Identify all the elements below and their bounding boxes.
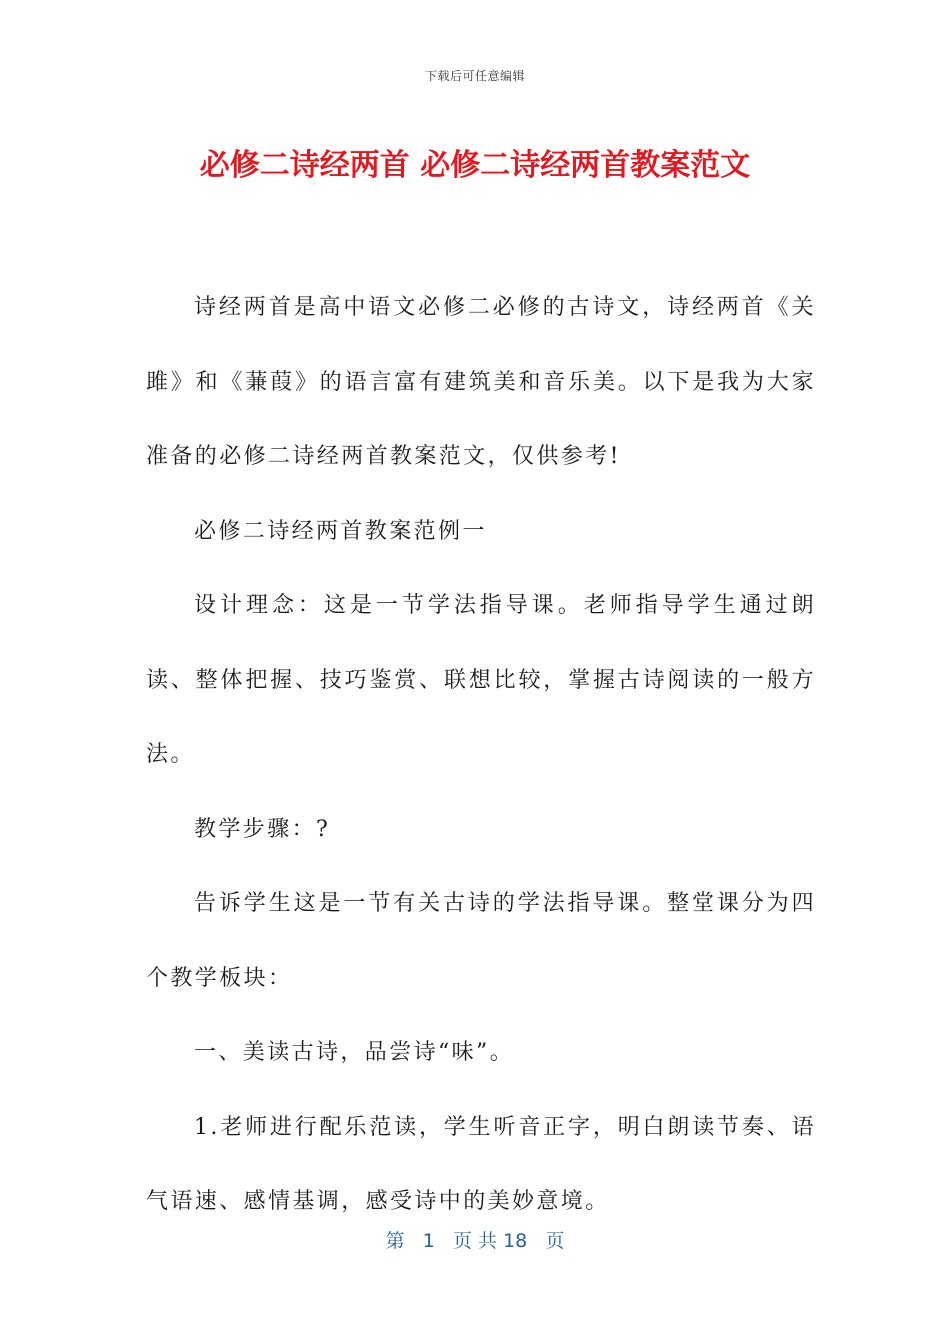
document-body — [146, 271, 816, 1240]
paragraph-step-one: 1.老师进行配乐范读，学生听音正字，明白朗读节奏、语气语速、感情基调，感受诗中的美妙意境。 — [146, 1114, 816, 1214]
paragraph-design-concept: 设计理念：这是一节学法指导课。老师指导学生通过朗读、整体把握、技巧鉴赏、联想比较，掌握古诗阅读的一般方法。 — [146, 593, 816, 767]
paragraph-intro: 诗经两首是高中语文必修二必修的古诗文，诗经两首《关雎》和《蒹葭》的语言富有建筑美和音乐美。以下是我为大家准备的必修二诗经两首教案范文，仅供参考! — [146, 295, 816, 469]
footer-current-page: 1 — [422, 1230, 435, 1252]
header-note: 下载后可任意编辑 — [424, 69, 525, 83]
footer-suffix: 页 — [545, 1230, 565, 1252]
paragraph-class-overview: 告诉学生这是一节有关古诗的学法指导课。整堂课分为四个教学板块： — [146, 891, 816, 991]
document-title: 必修二诗经两首 必修二诗经两首教案范文 — [199, 148, 751, 183]
footer-total-pages: 18 — [503, 1230, 528, 1252]
paragraph-section-one: 一、美读古诗，品尝诗“味”。 — [194, 1040, 515, 1065]
page-footer — [0, 1226, 950, 1253]
paragraph-example-heading: 必修二诗经两首教案范例一 — [194, 518, 487, 544]
footer-middle: 页 共 — [452, 1230, 498, 1252]
paragraph-teaching-steps: 教学步骤：? — [194, 816, 331, 842]
footer-prefix: 第 — [385, 1230, 405, 1252]
